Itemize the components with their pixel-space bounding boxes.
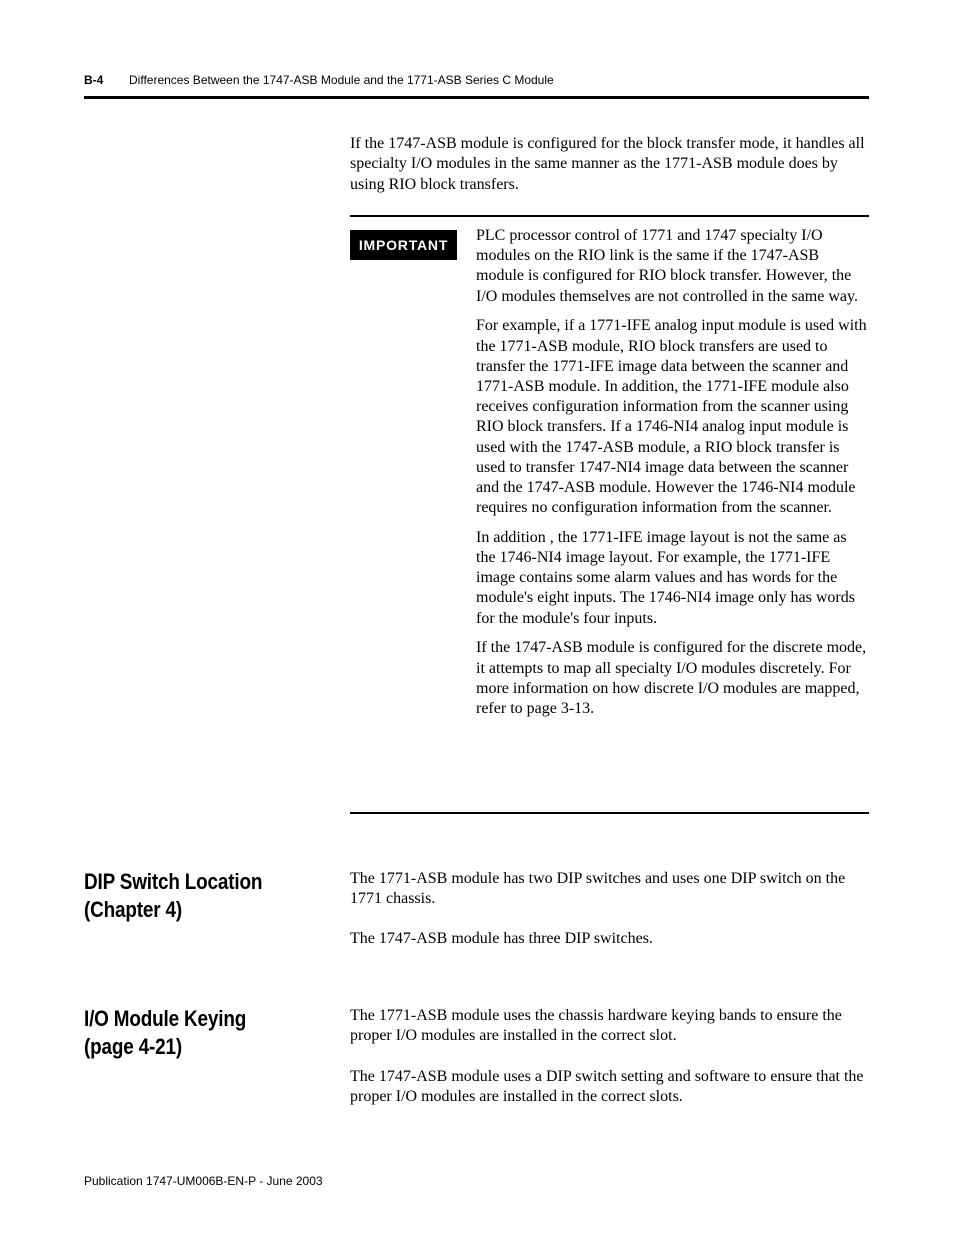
header-title: Differences Between the 1747-ASB Module and the 1771-ASB Series C Module <box>129 73 554 87</box>
header-rule <box>84 96 869 99</box>
important-badge: IMPORTANT <box>350 230 457 260</box>
page-header <box>84 73 869 91</box>
intro-paragraph: If the 1747-ASB module is configured for the block transfer mode, it handles all specialty I/O modules in the same manner as the 1771-ASB module does by using RIO block transfers. <box>350 135 865 193</box>
important-note-paragraph-3: In addition , the 1771-IFE image layout is not the same as the 1746-NI4 image layout. For example, the 1771-IFE image contains some alarm values and has words for the module's eight inputs. The 1746-NI4 image only has words for the module's four inputs. <box>476 528 855 627</box>
section-heading-line: (page 4-21) <box>84 1034 182 1059</box>
section-heading-io-module-keying <box>84 1005 282 1061</box>
important-note-paragraph-4: If the 1747-ASB module is configured for the discrete mode, it attempts to map all specialty I/O modules discretely. For more information on how discrete I/O modules are mapped, refer to page 3-13. <box>476 639 867 717</box>
section-heading-dip-switch-location <box>84 868 282 924</box>
page-number: B-4 <box>84 73 104 87</box>
publication-footer: Publication 1747-UM006B-EN-P - June 2003 <box>84 1174 323 1188</box>
important-note-body <box>476 226 870 729</box>
section-heading-line: (Chapter 4) <box>84 897 182 922</box>
dip-switch-paragraph-1: The 1771-ASB module has two DIP switches and uses one DIP switch on the 1771 chassis. <box>350 870 846 908</box>
important-note-top-rule <box>350 215 869 217</box>
io-keying-paragraph-2: The 1747-ASB module uses a DIP switch setting and software to ensure that the proper I/O modules are installed in the correct slots. <box>350 1068 864 1106</box>
io-keying-paragraph-1: The 1771-ASB module uses the chassis hardware keying bands to ensure the proper I/O modules are installed in the correct slot. <box>350 1007 842 1045</box>
important-note-bottom-rule <box>350 812 869 814</box>
important-note-paragraph-2: For example, if a 1771-IFE analog input module is used with the 1771-ASB module, RIO block transfers are used to transfer the 1771-IFE image data between the scanner and 1771-ASB module. In addition, the 1771-IFE module also receives configuration information from the scanner using RIO block transfers. If a 1746-NI4 analog input module is used with the 1747-ASB module, a RIO block transfer is used to transfer 1747-NI4 image data between the scanner and the 1747-ASB module. However the 1746-NI4 module requires no configuration information from the scanner. <box>476 317 867 517</box>
section-heading-line: I/O Module Keying <box>84 1006 247 1031</box>
dip-switch-paragraph-2: The 1747-ASB module has three DIP switches. <box>350 930 653 947</box>
important-note-paragraph-1: PLC processor control of 1771 and 1747 specialty I/O modules on the RIO link is the same if the 1747-ASB module is configured for RIO block transfer. However, the I/O modules themselves are not controlled in the same way. <box>476 227 858 305</box>
section-heading-line: DIP Switch Location <box>84 869 263 894</box>
